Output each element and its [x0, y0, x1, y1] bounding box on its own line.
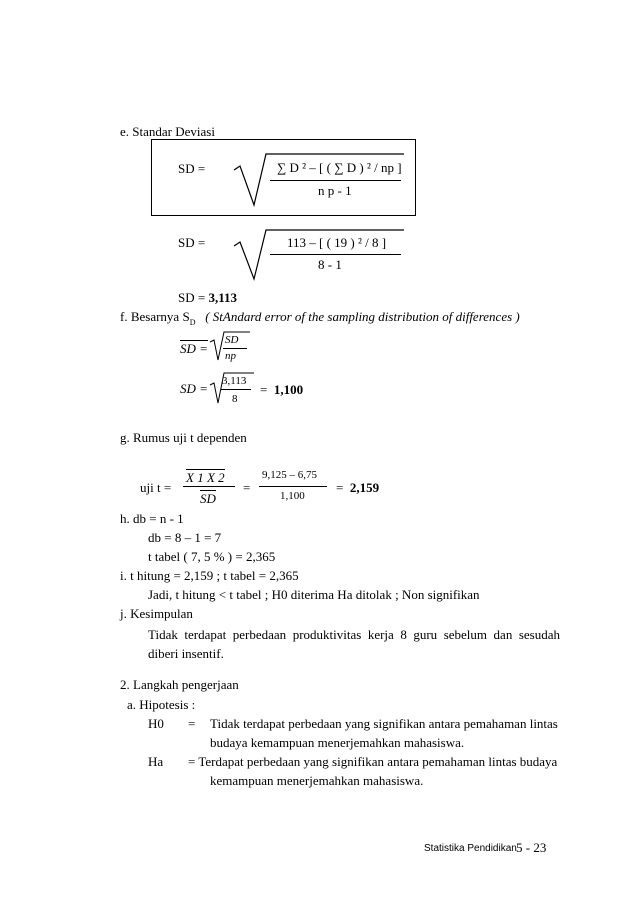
f1-bar: [223, 348, 247, 349]
g-bar-2: [259, 486, 327, 487]
section-h-line2: db = 8 – 1 = 7: [148, 530, 222, 545]
section-e-label: e. Standar Deviasi: [120, 124, 215, 139]
section-f-text: f. Besarnya S: [120, 309, 190, 324]
section-j-label: j. Kesimpulan: [120, 606, 193, 621]
section-h-line1: h. db = n - 1: [120, 511, 184, 526]
sd-label: SD =: [178, 161, 206, 176]
g-result: [336, 480, 379, 496]
h0-key: H0: [148, 716, 164, 731]
f2-lhs-text: SD =: [180, 381, 208, 396]
subst-fraction-bar: [270, 254, 401, 255]
h0-text-1: Tidak terdapat perbedaan yang signifikan antara pemahaman lintas: [210, 716, 558, 731]
g-denominator: SD: [200, 491, 216, 506]
f1-denominator: np: [225, 350, 236, 362]
f2-value: 1,100: [273, 382, 304, 397]
formula-numerator: ∑ D ² – [ ( ∑ D ) ² / np ]: [277, 160, 402, 175]
g-denominator-2: 1,100: [280, 490, 305, 502]
g-eq-2: =: [336, 480, 344, 495]
ha-text-2: kemampuan menerjemahkan mahasiswa.: [210, 773, 424, 788]
f1-lhs: [180, 340, 208, 357]
h0-eq: =: [188, 716, 196, 731]
f1-numerator: SD: [225, 334, 239, 346]
f2-result: [260, 382, 303, 398]
hipotesis-label: a. Hipotesis :: [127, 697, 196, 712]
section-2-label: 2. Langkah pengerjaan: [120, 677, 239, 692]
footer-page-number: 5 - 23: [516, 840, 547, 855]
section-f-desc: ( StAndard error of the sampling distribution of differences ): [205, 309, 520, 324]
section-g-label: g. Rumus uji t dependen: [120, 430, 247, 445]
sd-result-value: 3,113: [208, 290, 237, 305]
g-result-value: 2,159: [349, 480, 380, 495]
section-h-line3: t tabel ( 7, 5 % ) = 2,365: [148, 549, 276, 564]
subst-denominator: 8 - 1: [318, 257, 342, 272]
g-eq: =: [243, 480, 251, 495]
sd-result: [178, 290, 237, 306]
subst-numerator: 113 – [ ( 19 ) ² / 8 ]: [287, 235, 387, 250]
g-numerator-2: 9,125 – 6,75: [262, 469, 317, 481]
ha-text-1: = Terdapat perbedaan yang signifikan antara pemahaman lintas budaya: [188, 754, 558, 769]
sd-result-prefix: SD =: [178, 290, 206, 305]
footer-book-title: Statistika Pendidikan: [424, 843, 517, 854]
f2-bar: [221, 389, 251, 390]
g-bar: [183, 486, 235, 487]
sd-label-2: SD =: [178, 235, 206, 250]
f2-lhs: [180, 381, 208, 397]
f2-eq: =: [260, 382, 268, 397]
section-i-line1: i. t hitung = 2,159 ; t tabel = 2,365: [120, 568, 299, 583]
section-f-label: [120, 309, 520, 325]
section-i-line2: Jadi, t hitung < t tabel ; H0 diterima Ha ditolak ; Non signifikan: [148, 587, 480, 602]
section-f-sub: D: [189, 318, 196, 327]
ha-key: Ha: [148, 754, 164, 769]
g-numerator: X 1 X 2: [186, 470, 225, 485]
f2-numerator: 3,113: [222, 375, 247, 387]
f2-denominator: 8: [232, 393, 238, 405]
h0-text-2: budaya kemampuan menerjemahkan mahasiswa.: [210, 735, 465, 750]
section-j-text: Tidak terdapat perbedaan produktivitas kerja 8 guru sebelum dan sesudah diberi insentif.: [148, 627, 560, 661]
f1-lhs-text: SD =: [180, 341, 208, 356]
g-lhs: uji t =: [140, 480, 172, 495]
formula-fraction-bar: [270, 180, 401, 181]
formula-denominator: n p - 1: [318, 183, 352, 198]
